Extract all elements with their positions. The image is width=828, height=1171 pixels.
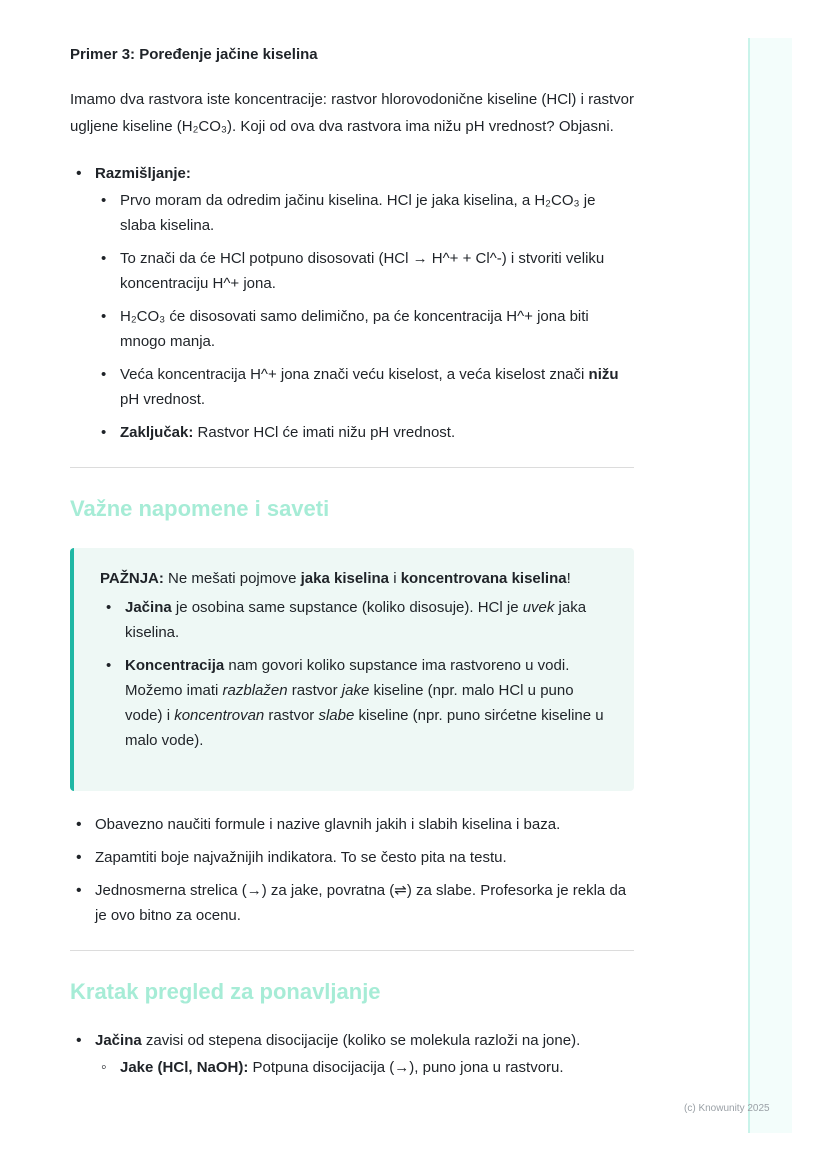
- callout-item-bold: Koncentracija: [125, 657, 225, 674]
- callout-text: i: [389, 570, 401, 587]
- copyright-footer: (c) Knowunity 2025: [684, 1103, 770, 1114]
- thinking-label: Razmišljanje:: [95, 165, 191, 182]
- divider: [70, 467, 634, 468]
- callout-text: !: [566, 570, 571, 587]
- review-sublist: [95, 1055, 634, 1080]
- review-subitem: [95, 1055, 634, 1080]
- callout-item-italic: razblažen: [222, 682, 288, 699]
- callout-label: PAŽNJA:: [100, 570, 164, 587]
- thinking-item: [70, 161, 634, 445]
- warning-callout: [70, 548, 634, 791]
- example-title: Primer 3: Poređenje jačine kiselina: [70, 46, 318, 63]
- thinking-list: [70, 161, 634, 445]
- callout-item-text: nam govori koliko supstance ima rastvoreno u vodi. Možemo imati: [125, 657, 570, 699]
- step-item: [95, 362, 634, 412]
- tip-item: • Obavezno naučiti formule i nazive glavnih jakih i slabih kiselina i baza.: [70, 812, 634, 837]
- example-question: Imamo dva rastvora iste koncentracije: rastvor hlorovodonične kiseline (HCl) i rastvor ugljene kiseline (H₂CO₃). Koji od ova dva rastvora ima nižu pH vrednost? Objasni.: [70, 91, 634, 135]
- callout-item-italic: uvek: [522, 599, 555, 616]
- step-item: • Prvo moram da odredim jačinu kiselina. HCl je jaka kiselina, a H₂CO₃ je slaba kiselina.: [95, 188, 634, 238]
- callout-item-italic: koncentrovan: [174, 707, 265, 724]
- callout-item-text: je osobina same supstance (koliko disosuje). HCl je: [171, 599, 523, 616]
- callout-item-text: rastvor: [287, 682, 342, 699]
- divider: [70, 950, 634, 951]
- callout-item-bold: Jačina: [125, 599, 172, 616]
- callout-item-text: jaka kiselina.: [125, 599, 587, 641]
- callout-bold: koncentrovana kiselina: [400, 570, 567, 587]
- tip-item: • Jednosmerna strelica (→) za jake, povratna (⇌) za slabe. Profesorka je rekla da je ovo bitno za ocenu.: [70, 878, 634, 928]
- review-item-bold: Jačina: [95, 1032, 142, 1049]
- conclusion-text: Rastvor HCl će imati nižu pH vrednost.: [193, 424, 456, 441]
- review-subitem-bold: Jake (HCl, NaOH):: [120, 1059, 249, 1076]
- callout-item-italic: slabe: [318, 707, 355, 724]
- callout-list: [100, 595, 610, 753]
- callout-item-text: kiseline (npr. malo HCl u puno vode) i: [125, 682, 574, 724]
- tip-item: • Zapamtiti boje najvažnijih indikatora. To se često pita na testu.: [70, 845, 634, 870]
- callout-item-italic: jake: [341, 682, 370, 699]
- callout-intro: [100, 566, 610, 591]
- step-text: Veća koncentracija H^+ jona znači veću kiselost, a veća kiselost znači: [120, 366, 589, 383]
- callout-item-text: rastvor: [264, 707, 319, 724]
- review-heading: Kratak pregled za ponavljanje: [70, 979, 381, 1004]
- review-list: [70, 1028, 634, 1080]
- conclusion-item: [95, 420, 634, 445]
- callout-item-text: kiseline (npr. puno sirćetne kiseline u malo vode).: [125, 707, 604, 749]
- callout-bold: jaka kiselina: [300, 570, 390, 587]
- review-item-text: zavisi od stepena disocijacije (koliko se molekula razloži na jone).: [141, 1032, 581, 1049]
- callout-item: [100, 595, 610, 645]
- step-text: pH vrednost.: [120, 391, 206, 408]
- page-content: [70, 40, 634, 1088]
- conclusion-label: Zaključak:: [120, 424, 194, 441]
- step-item: • H₂CO₃ će disosovati samo delimično, pa će koncentracija H^+ jona biti mnogo manja.: [95, 304, 634, 354]
- side-strip: [748, 38, 792, 1133]
- callout-item: [100, 653, 610, 753]
- steps-list: [95, 188, 634, 445]
- step-item: • To znači da će HCl potpuno disosovati (HCl → H^+ + Cl^-) i stvoriti veliku koncentraciju H^+ jona.: [95, 246, 634, 296]
- review-subitem-text: Potpuna disocijacija (→), puno jona u rastvoru.: [248, 1059, 564, 1076]
- step-bold: nižu: [588, 366, 619, 383]
- review-item: [70, 1028, 634, 1080]
- tips-list: [70, 812, 634, 928]
- notes-heading: Važne napomene i saveti: [70, 496, 330, 521]
- callout-text: Ne mešati pojmove: [163, 570, 301, 587]
